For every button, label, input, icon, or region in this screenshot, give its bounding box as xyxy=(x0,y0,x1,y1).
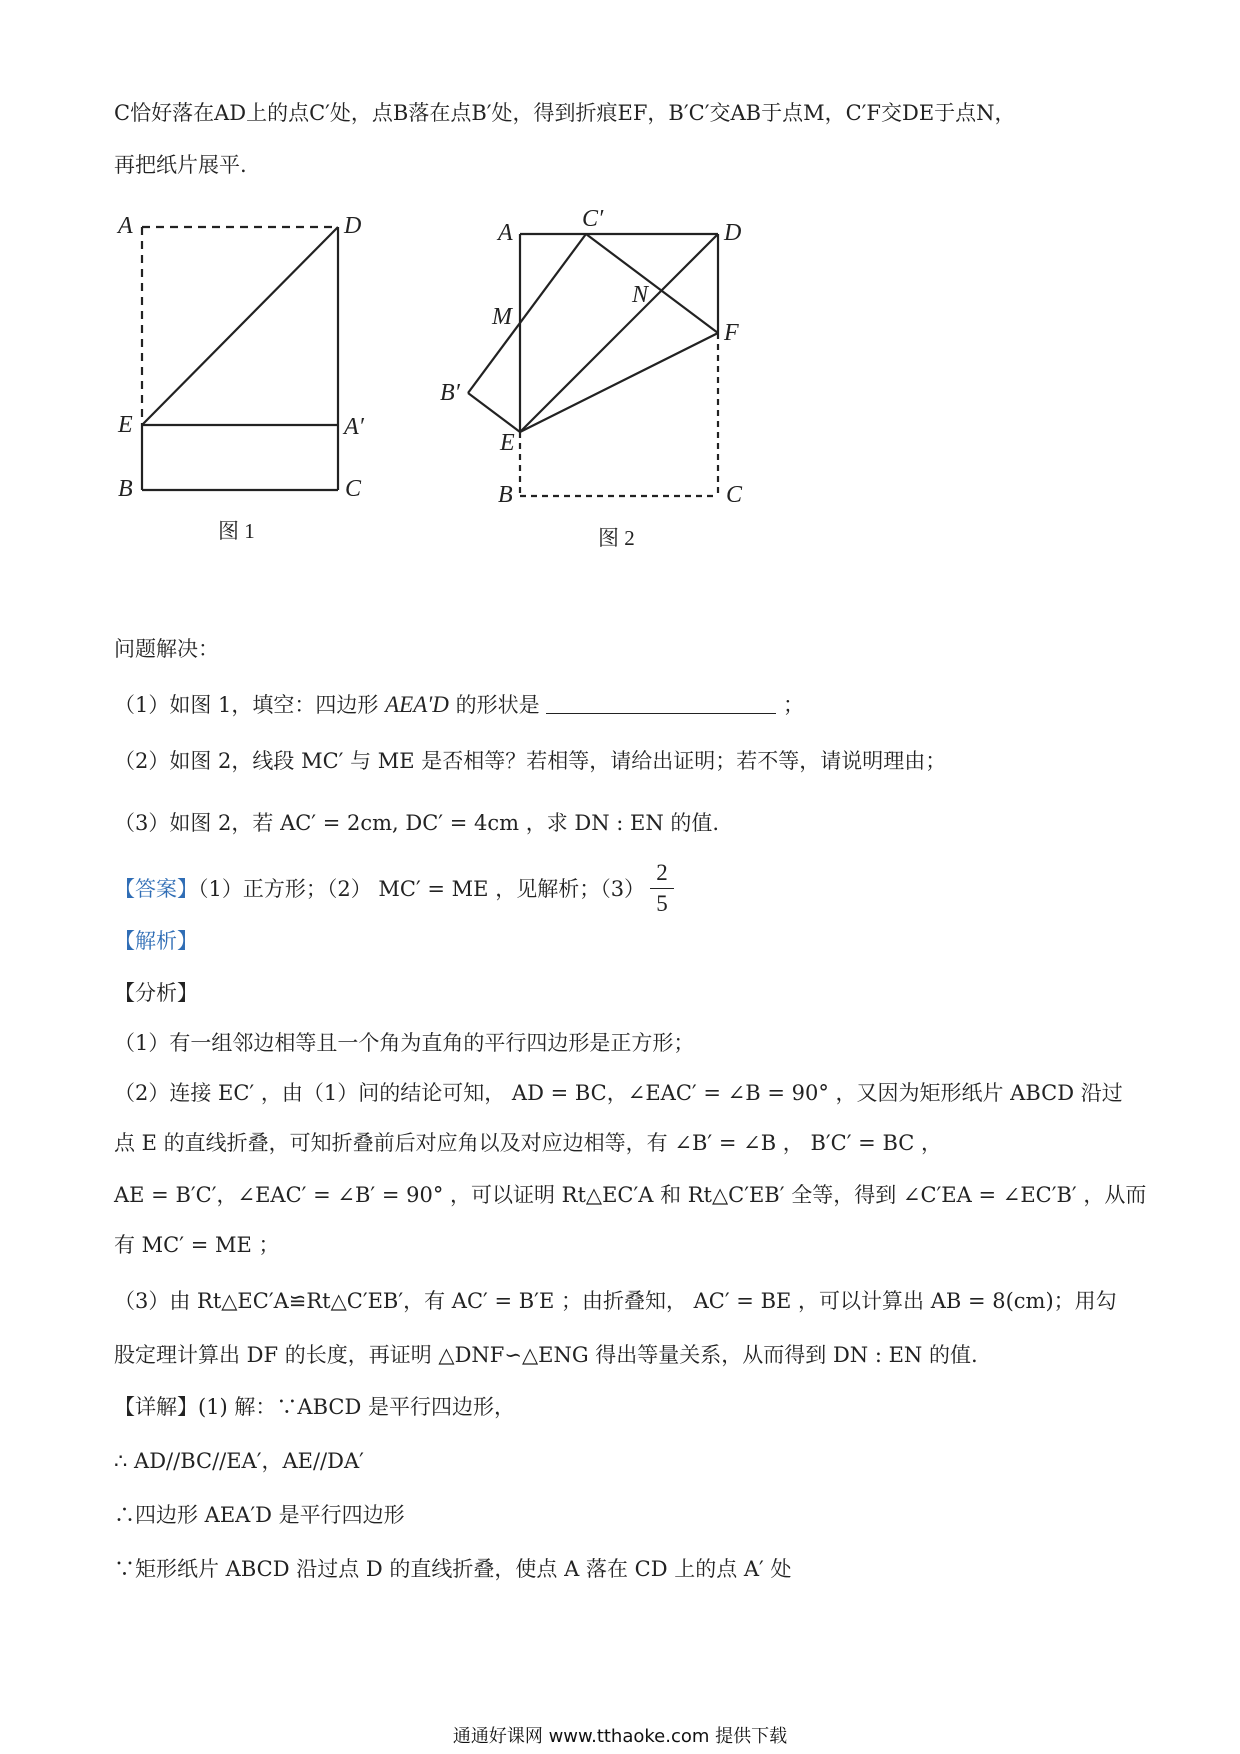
answer-tag: 【答案】 xyxy=(114,877,198,901)
fig2-caption: 图 2 xyxy=(598,526,635,550)
detail-tag: 【详解】 xyxy=(114,1395,198,1419)
fig1-label-c: C xyxy=(345,476,362,502)
figures xyxy=(0,200,1240,640)
fraction-numerator: 2 xyxy=(656,860,668,885)
fenxi-tag: 【分析】 xyxy=(114,981,198,1005)
fenxi-p2c: AE = B′C′，∠EAC′ = ∠B′ = 90° ，可以证明 Rt△EC′A 和 Rt△C′EB′ 全等，得到 ∠C′EA = ∠EC′B′ ，从而 xyxy=(114,1183,1147,1207)
question-3: （3）如图 2，若 AC′ = 2cm, DC′ = 4cm ，求 DN : EN 的值. xyxy=(114,811,720,835)
question-1-suffix: 的形状是 xyxy=(455,693,540,717)
fenxi-p2b: 点 E 的直线折叠，可知折叠前后对应角以及对应边相等，有 ∠B′ = ∠B ， B′C′ = BC ， xyxy=(114,1131,943,1155)
fenxi-p1: （1）有一组邻边相等且一个角为直角的平行四边形是正方形； xyxy=(114,1031,695,1055)
fig2-label-b-prime: B′ xyxy=(440,380,460,406)
question-1-prefix: （1）如图 1，填空：四边形 xyxy=(114,693,379,717)
question-1-end: ； xyxy=(782,693,804,717)
answer-fraction xyxy=(650,860,674,917)
fig2-label-m: M xyxy=(492,304,512,330)
answer-line xyxy=(114,874,1134,904)
detail-l4: ∵矩形纸片 ABCD 沿过点 D 的直线折叠，使点 A 落在 CD 上的点 A′ 处 xyxy=(114,1557,792,1581)
fig2-label-d: D xyxy=(724,220,742,246)
fraction-bar xyxy=(650,888,674,889)
intro-line-1: C恰好落在AD上的点C′处，点B落在点B′处，得到折痕EF，B′C′交AB于点M，C′F交DE于点N， xyxy=(114,101,1016,125)
fig1-label-d: D xyxy=(344,213,362,239)
fenxi-p3a: （3）由 Rt△EC′A≌Rt△C′EB′，有 AC′ = B′E ；由折叠知， AC′ = BE ，可以计算出 AB = 8(cm)；用勾 xyxy=(114,1289,1117,1313)
question-1-math: AEA′D xyxy=(385,692,449,717)
fig2-label-c-prime: C′ xyxy=(582,206,604,232)
fig2-line-c-prime-f xyxy=(586,234,718,333)
fig1-label-e: E xyxy=(118,412,133,438)
fig2-label-e: E xyxy=(500,430,515,456)
question-1 xyxy=(114,690,1134,720)
fig2-label-f: F xyxy=(724,320,739,346)
fig2-line-ed xyxy=(520,234,718,432)
fenxi-p2a: （2）连接 EC′ ，由（1）问的结论可知， AD = BC，∠EAC′ = ∠B = 90° ，又因为矩形纸片 ABCD 沿过 xyxy=(114,1081,1123,1105)
fraction-denominator: 5 xyxy=(656,891,668,916)
page-footer: 通通好课网 www.tthaoke.com 提供下载 xyxy=(452,1726,788,1747)
fig2-label-n: N xyxy=(632,282,649,308)
fig2-line-b-prime-e xyxy=(468,393,520,432)
figure-2 xyxy=(468,234,718,496)
fenxi-p2d: 有 MC′ = ME ； xyxy=(114,1233,280,1257)
detail-line-1 xyxy=(114,1392,1134,1422)
analysis-tag: 【解析】 xyxy=(114,929,198,953)
intro-line-2: 再把纸片展平. xyxy=(114,153,247,177)
fig2-label-a: A xyxy=(498,220,513,246)
answer-text: （1）正方形；（2） MC′ = ME ，见解析；（3） xyxy=(198,877,646,901)
figure-1 xyxy=(142,227,338,490)
detail-l2: ∴ AD//BC//EA′，AE//DA′ xyxy=(114,1449,364,1473)
fig2-line-c-prime-b-prime xyxy=(468,234,586,393)
questions-heading: 问题解决： xyxy=(114,637,219,661)
detail-l1: (1) 解：∵ABCD 是平行四边形， xyxy=(198,1395,515,1419)
detail-l3: ∴四边形 AEA′D 是平行四边形 xyxy=(114,1503,405,1527)
fenxi-p3b: 股定理计算出 DF 的长度，再证明 △DNF∽△ENG 得出等量关系，从而得到 DN : EN 的值. xyxy=(114,1343,978,1367)
fig1-caption: 图 1 xyxy=(218,519,255,543)
fig2-line-ef xyxy=(520,333,718,432)
fig1-label-a-prime: A′ xyxy=(344,414,364,440)
question-2: （2）如图 2，线段 MC′ 与 ME 是否相等？若相等，请给出证明；若不等，请说明理由； xyxy=(114,749,947,773)
fig2-label-b: B xyxy=(498,482,513,508)
fig1-label-b: B xyxy=(118,476,133,502)
fig2-label-c: C xyxy=(726,482,743,508)
fig1-diag-ed xyxy=(142,227,338,425)
fig1-label-a: A xyxy=(118,213,133,239)
answer-blank xyxy=(546,691,776,714)
